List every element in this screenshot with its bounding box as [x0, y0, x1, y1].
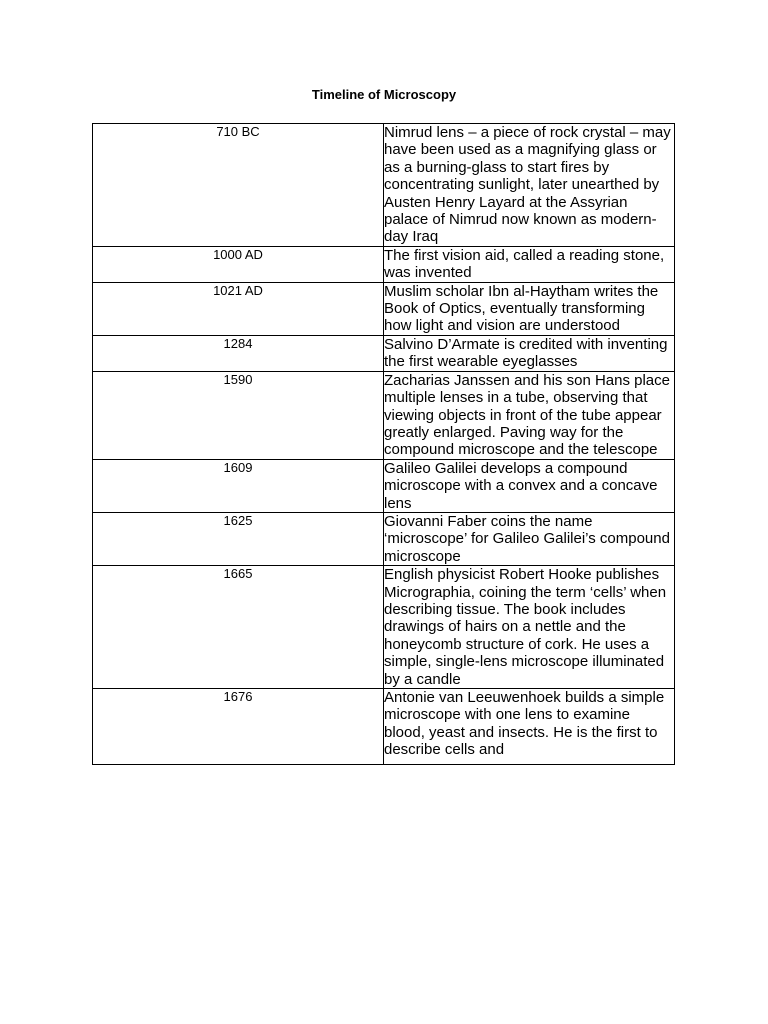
event-cell: Galileo Galilei develops a compound microscope with a convex and a concave lens	[384, 459, 675, 512]
event-cell: The first vision aid, called a reading stone, was invented	[384, 246, 675, 282]
table-row	[93, 246, 675, 282]
year-cell: 1021 AD	[93, 282, 384, 335]
event-cell: Zacharias Janssen and his son Hans place multiple lenses in a tube, observing that viewing objects in front of the tube appear greatly enlarged. Paving way for the compound microscope and the telescope	[384, 371, 675, 459]
table-row	[93, 512, 675, 565]
event-cell: English physicist Robert Hooke publishes Micrographia, coining the term ‘cells’ when describing tissue. The book includes drawings of hairs on a nettle and the honeycomb structure of cork. He uses a simple, single-lens microscope illuminated by a candle	[384, 566, 675, 689]
table-row	[93, 689, 675, 765]
timeline-table	[92, 123, 675, 765]
page-title: Timeline of Microscopy	[311, 87, 457, 102]
event-cell: Antonie van Leeuwenhoek builds a simple microscope with one lens to examine blood, yeast and insects. He is the first to describe cells and	[384, 689, 675, 765]
event-cell: Nimrud lens – a piece of rock crystal – may have been used as a magnifying glass or as a burning-glass to start fires by concentrating sunlight, later unearthed by Austen Henry Layard at the Assyrian palace of Nimrud now known as modern-day Iraq	[384, 124, 675, 247]
year-cell: 1665	[93, 566, 384, 689]
table-row	[93, 459, 675, 512]
table-row	[93, 371, 675, 459]
table-row	[93, 282, 675, 335]
event-cell: Muslim scholar Ibn al-Haytham writes the Book of Optics, eventually transforming how light and vision are understood	[384, 282, 675, 335]
year-cell: 1590	[93, 371, 384, 459]
year-cell: 1284	[93, 335, 384, 371]
event-cell: Salvino D’Armate is credited with inventing the first wearable eyeglasses	[384, 335, 675, 371]
table-row	[93, 335, 675, 371]
year-cell: 1625	[93, 512, 384, 565]
event-cell: Giovanni Faber coins the name ‘microscope’ for Galileo Galilei’s compound microscope	[384, 512, 675, 565]
year-cell: 1000 AD	[93, 246, 384, 282]
year-cell: 710 BC	[93, 124, 384, 247]
year-cell: 1609	[93, 459, 384, 512]
table-row	[93, 124, 675, 247]
table-row	[93, 566, 675, 689]
year-cell: 1676	[93, 689, 384, 765]
